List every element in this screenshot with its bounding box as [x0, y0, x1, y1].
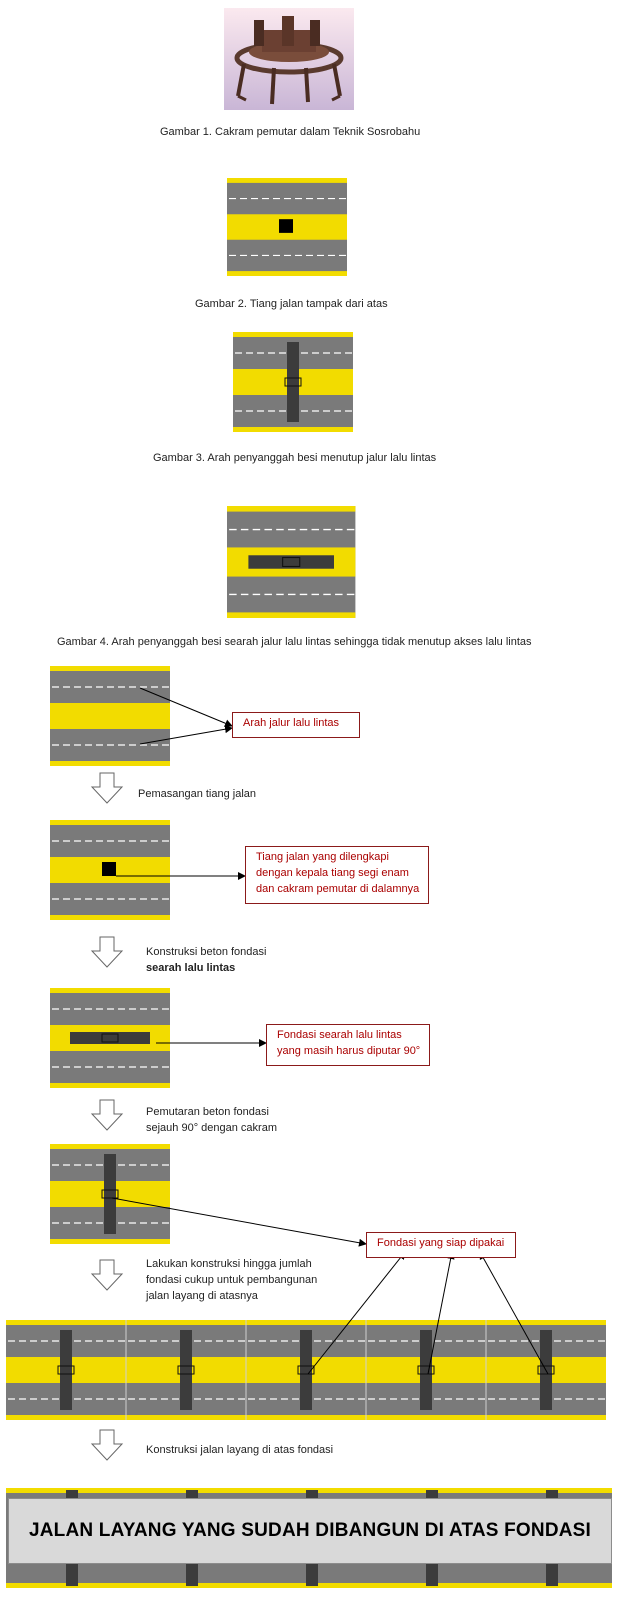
figure-3-road	[233, 332, 353, 432]
step-3-label: Pemutaran beton fondasi sejauh 90° dengan cakram	[146, 1106, 277, 1134]
caption-figure-4: Gambar 4. Arah penyanggah besi searah jalur lalu lintas sehingga tidak menutup akses lalu lintas	[57, 636, 532, 648]
down-arrow-3	[92, 1100, 122, 1130]
callout-ready-foundation: Fondasi yang siap dipakai	[366, 1232, 516, 1258]
down-arrow-1	[92, 773, 122, 803]
down-arrow-5	[92, 1430, 122, 1460]
step-4-road	[50, 1144, 170, 1244]
long-road	[6, 1320, 126, 1420]
step-2-label: Konstruksi beton fondasi searah lalu lintas	[146, 946, 267, 974]
figure-2-road	[227, 178, 347, 276]
caption-figure-3: Gambar 3. Arah penyanggah besi menutup jalur lalu lintas	[153, 452, 437, 464]
figure-4-road	[227, 506, 355, 618]
down-arrow-4	[92, 1260, 122, 1290]
caption-figure-1: Gambar 1. Cakram pemutar dalam Teknik Sosrobahu	[160, 126, 421, 138]
step-4-label: Lakukan konstruksi hingga jumlah fondasi cukup untuk pembangunan jalan layang di atasnya	[146, 1258, 318, 1302]
step-1-road	[50, 666, 170, 766]
callout-foundation: Fondasi searah lalu lintas yang masih harus diputar 90°	[266, 1024, 430, 1066]
step-3-road	[50, 988, 170, 1088]
down-arrow-2	[92, 937, 122, 967]
caption-figure-2: Gambar 2. Tiang jalan tampak dari atas	[195, 298, 388, 310]
step-5-label: Konstruksi jalan layang di atas fondasi	[146, 1444, 334, 1456]
final-banner: JALAN LAYANG YANG SUDAH DIBANGUN DI ATAS FONDASI	[8, 1498, 612, 1564]
step-2-road	[50, 820, 170, 920]
step-1-label: Pemasangan tiang jalan	[138, 788, 257, 800]
callout-pillar: Tiang jalan yang dilengkapi dengan kepala tiang segi enam dan cakram pemutar di dalamnya	[245, 846, 429, 904]
callout-lane-direction: Arah jalur lalu lintas	[232, 712, 360, 738]
